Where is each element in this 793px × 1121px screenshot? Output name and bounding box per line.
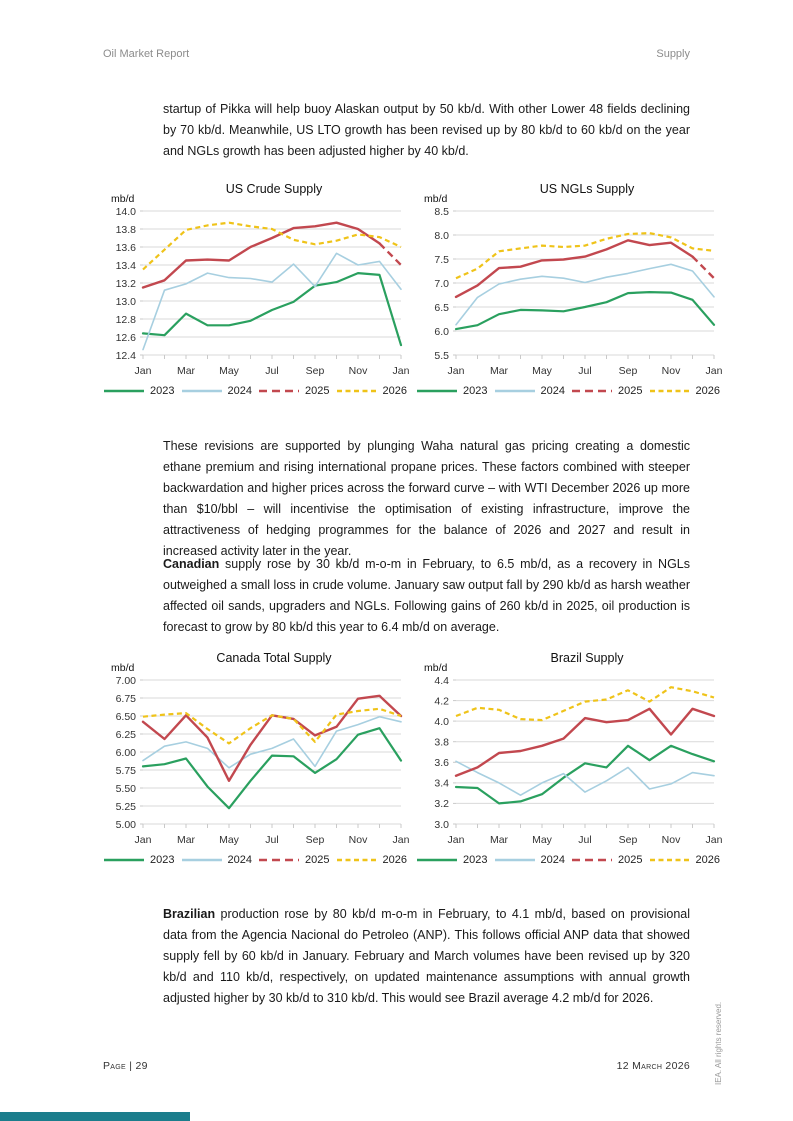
y-tick-label: 4.0	[434, 715, 449, 728]
page-number: Page | 29	[103, 1060, 148, 1072]
y-tick-label: 4.2	[434, 695, 449, 708]
paragraph-text: supply rose by 30 kb/d m-o-m in February, to 6.5 mb/d, as a recovery in NGLs outweighed a small loss in crude volume. January saw output fall by 290 kb/d as harsh weather affected oil sands, upgraders and NGLs. Following gains of 260 kb/d in 2025, oil production is forecast to grow by 80 kb/d this year to 6.4 mb/d on average.	[163, 557, 690, 634]
y-axis-unit: mb/d	[424, 193, 448, 205]
legend-marker-2025	[571, 856, 613, 864]
header-report-title: Oil Market Report	[103, 48, 190, 60]
y-tick-label: 3.0	[434, 818, 449, 831]
y-tick-label: 14.0	[115, 205, 136, 218]
legend-label: 2024	[540, 854, 565, 866]
y-tick-label: 7.5	[434, 253, 449, 266]
legend-item-2025	[258, 854, 329, 866]
y-tick-label: 5.00	[115, 818, 136, 831]
legend-item-2026	[336, 854, 407, 866]
legend-marker-2026	[336, 856, 378, 864]
footer-date: 12 March 2026	[616, 1060, 690, 1072]
line-chart	[99, 205, 411, 381]
series-line-2024	[456, 761, 714, 795]
legend-item-2025	[258, 385, 329, 397]
x-tick-label: Nov	[348, 365, 368, 377]
legend-marker-2025	[571, 387, 613, 395]
legend-label: 2026	[382, 385, 407, 397]
legend-marker-2023	[416, 387, 458, 395]
y-tick-label: 13.2	[115, 277, 136, 290]
series-line-2026	[143, 709, 401, 744]
x-tick-label: Jul	[265, 834, 279, 846]
paragraph-us-supply	[163, 99, 690, 162]
legend-item-2024	[181, 854, 252, 866]
y-tick-label: 5.25	[115, 800, 136, 813]
legend-marker-2024	[494, 387, 536, 395]
x-tick-label: Jul	[578, 834, 592, 846]
legend-label: 2024	[540, 385, 565, 397]
legend-label: 2026	[382, 854, 407, 866]
legend-label: 2025	[618, 854, 643, 866]
legend-label: 2026	[695, 385, 720, 397]
legend-label: 2023	[150, 385, 175, 397]
legend-marker-2024	[181, 856, 223, 864]
x-tick-label: Nov	[661, 834, 681, 846]
legend-item-2024	[494, 385, 565, 397]
y-tick-label: 12.4	[115, 349, 136, 362]
legend-marker-2025	[258, 856, 300, 864]
y-tick-label: 6.5	[434, 301, 449, 314]
page-header	[103, 48, 690, 60]
y-tick-label: 6.75	[115, 692, 136, 705]
paragraph-text: production rose by 80 kb/d m-o-m in February, to 4.1 mb/d, based on provisional data from the Agencia Nacional do Petroleo (ANP). This follows official ANP data that showed supply fell by 60 kb/d in January. February and March volumes have been revised up by 320 kb/d and 110 kb/d, respectively, on updated maintenance assumptions with annual growth adjusted higher by 30 kb/d to 310 kb/d. This would see Brazil average 4.2 mb/d for 2026.	[163, 907, 690, 1005]
y-tick-label: 3.8	[434, 736, 449, 749]
line-chart	[412, 205, 724, 381]
y-tick-label: 3.6	[434, 757, 449, 770]
y-axis-unit: mb/d	[424, 662, 448, 674]
legend-item-2023	[416, 385, 487, 397]
legend-item-2026	[336, 385, 407, 397]
legend-item-2024	[181, 385, 252, 397]
legend-item-2025	[571, 385, 642, 397]
y-tick-label: 8.0	[434, 229, 449, 242]
x-tick-label: Jul	[265, 365, 279, 377]
x-tick-label: Jan	[134, 834, 152, 846]
y-tick-label: 6.00	[115, 746, 136, 759]
y-tick-label: 13.8	[115, 223, 136, 236]
paragraph-lead: Canadian	[163, 557, 220, 571]
legend-item-2025	[571, 854, 642, 866]
chart-legend	[99, 854, 411, 866]
y-tick-label: 5.5	[434, 349, 449, 362]
chart-legend	[412, 385, 724, 397]
legend-marker-2023	[103, 856, 145, 864]
legend-label: 2025	[618, 385, 643, 397]
x-tick-label: Sep	[618, 365, 638, 377]
legend-marker-2024	[494, 856, 536, 864]
y-tick-label: 12.8	[115, 313, 136, 326]
x-tick-label: Mar	[176, 834, 196, 846]
legend-label: 2025	[305, 385, 330, 397]
chart-legend	[412, 854, 724, 866]
x-tick-label: Jul	[578, 365, 592, 377]
legend-marker-2024	[181, 387, 223, 395]
chart-title: Canada Total Supply	[216, 651, 332, 665]
x-tick-label: Mar	[489, 834, 509, 846]
x-tick-label: Jan	[392, 365, 410, 377]
x-tick-label: Jan	[447, 365, 465, 377]
paragraph-lead: Brazilian	[163, 907, 216, 921]
legend-marker-2025	[258, 387, 300, 395]
chart-title: Brazil Supply	[550, 651, 624, 665]
y-tick-label: 6.0	[434, 325, 449, 338]
y-axis-unit: mb/d	[111, 193, 135, 205]
legend-label: 2024	[227, 854, 252, 866]
legend-item-2023	[103, 385, 174, 397]
x-tick-label: May	[219, 834, 239, 846]
legend-marker-2023	[103, 387, 145, 395]
x-tick-label: Sep	[305, 365, 325, 377]
legend-marker-2026	[336, 387, 378, 395]
y-tick-label: 6.25	[115, 728, 136, 741]
chart-title: US Crude Supply	[225, 182, 323, 196]
paragraph-revisions	[163, 436, 690, 562]
legend-label: 2023	[150, 854, 175, 866]
y-tick-label: 4.4	[434, 674, 449, 687]
x-tick-label: Nov	[661, 365, 681, 377]
y-tick-label: 3.2	[434, 798, 449, 811]
y-tick-label: 13.6	[115, 241, 136, 254]
legend-item-2024	[494, 854, 565, 866]
x-tick-label: Jan	[447, 834, 465, 846]
legend-label: 2023	[463, 385, 488, 397]
paragraph-text: These revisions are supported by plunging Waha natural gas pricing creating a domestic ethane premium and rising international propane prices. These factors combined with steeper backwardation and higher prices across the forward curve – with WTI December 2026 up more than $10/bbl – will incentivise the optimisation of existing infrastructure, improve the attractiveness of hedging programmes for the balance of 2026 and 2027 and result in increased activity later in the year.	[163, 439, 690, 558]
paragraph-brazil	[163, 904, 690, 1009]
y-tick-label: 3.4	[434, 777, 449, 790]
x-tick-label: May	[532, 834, 552, 846]
y-tick-label: 5.75	[115, 764, 136, 777]
y-tick-label: 6.50	[115, 710, 136, 723]
series-line-2026	[456, 687, 714, 720]
legend-item-2026	[649, 854, 720, 866]
x-tick-label: Mar	[176, 365, 196, 377]
x-tick-label: Nov	[348, 834, 368, 846]
bottom-accent-bar	[0, 1112, 190, 1121]
x-tick-label: Sep	[305, 834, 325, 846]
legend-marker-2023	[416, 856, 458, 864]
chart-legend	[99, 385, 411, 397]
x-tick-label: May	[532, 365, 552, 377]
copyright-side-note: IEA. All rights reserved.	[714, 1001, 723, 1085]
y-tick-label: 8.5	[434, 205, 449, 218]
y-tick-label: 7.0	[434, 277, 449, 290]
paragraph-canada	[163, 554, 690, 638]
x-tick-label: Sep	[618, 834, 638, 846]
line-chart	[99, 674, 411, 850]
series-line-2026	[143, 223, 401, 270]
legend-marker-2026	[649, 856, 691, 864]
chart-us-ngls-supply	[412, 182, 724, 397]
series-line-2023	[143, 728, 401, 808]
y-tick-label: 13.0	[115, 295, 136, 308]
x-tick-label: Mar	[489, 365, 509, 377]
x-tick-label: May	[219, 365, 239, 377]
y-tick-label: 5.50	[115, 782, 136, 795]
header-section-label: Supply	[656, 48, 690, 60]
legend-label: 2026	[695, 854, 720, 866]
legend-item-2023	[103, 854, 174, 866]
line-chart	[412, 674, 724, 850]
y-axis-unit: mb/d	[111, 662, 135, 674]
chart-us-crude-supply	[99, 182, 411, 397]
legend-item-2023	[416, 854, 487, 866]
x-tick-label: Jan	[705, 834, 723, 846]
legend-label: 2025	[305, 854, 330, 866]
x-tick-label: Jan	[705, 365, 723, 377]
x-tick-label: Jan	[392, 834, 410, 846]
chart-brazil-supply	[412, 651, 724, 866]
page-footer	[103, 1060, 690, 1072]
y-tick-label: 13.4	[115, 259, 136, 272]
legend-marker-2026	[649, 387, 691, 395]
legend-label: 2024	[227, 385, 252, 397]
legend-item-2026	[649, 385, 720, 397]
legend-label: 2023	[463, 854, 488, 866]
y-tick-label: 7.00	[115, 674, 136, 687]
series-line-2025	[143, 696, 401, 781]
x-tick-label: Jan	[134, 365, 152, 377]
chart-canada-total-supply	[99, 651, 411, 866]
y-tick-label: 12.6	[115, 331, 136, 344]
series-line-2025	[456, 709, 714, 776]
series-line-2023	[456, 292, 714, 329]
paragraph-text: startup of Pikka will help buoy Alaskan output by 50 kb/d. With other Lower 48 fields declining by 70 kb/d. Meanwhile, US LTO growth has been revised up by 80 kb/d to 60 kb/d on the year and NGLs growth has been adjusted higher by 40 kb/d.	[163, 102, 690, 158]
series-line-2023	[143, 273, 401, 345]
chart-title: US NGLs Supply	[539, 182, 635, 196]
